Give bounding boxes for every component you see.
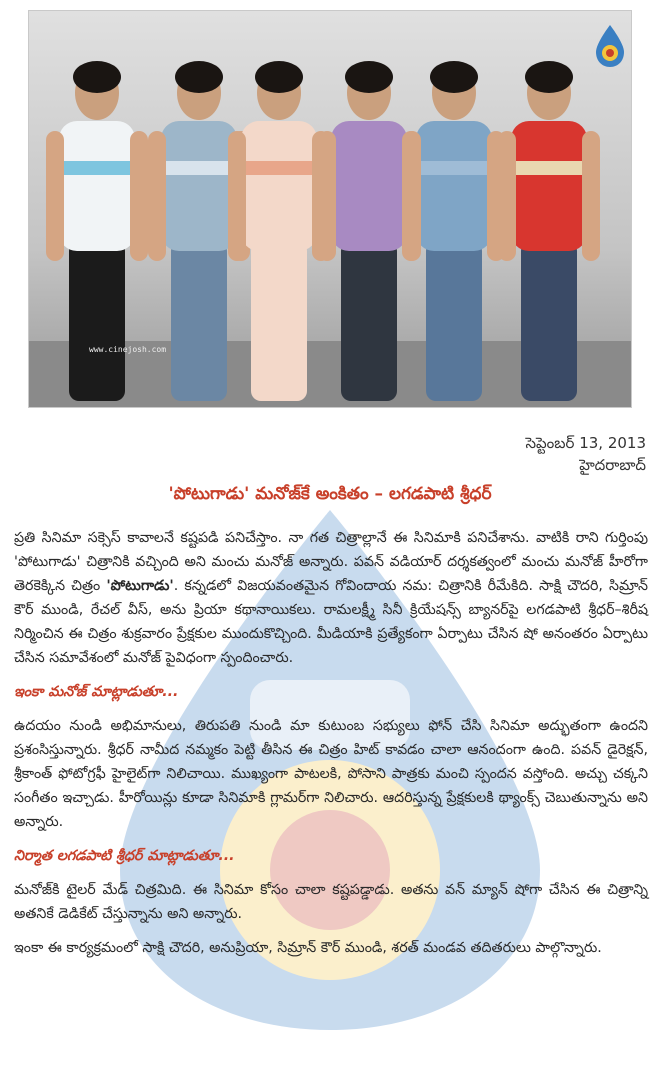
subheading-producer: నిర్మాత లగడపాటి శ్రీధర్ మాట్లాడుతూ... (14, 848, 235, 864)
paragraph-2: ఉదయం నుండి అభిమానులు, తిరుపతి నుండి మా కుటుంబ సభ్యులు ఫోన్ చేసి సినిమా అద్భుతంగా ఉందని ప్రశంసిస్తున్నారు. శ్రీధర్ నామీద నమ్మకం పెట్టి తీసిన ఈ చిత్రం హిట్ కావడం చాలా ఆనందంగా ఉంది. పవన్ డైరెక్షన్, శ్రీకాంత్ ఫోటోగ్రఫీ హైలైట్‌గా నిలిచాయి. ముఖ్యంగా పాటలకి, పోసాని పాత్రకు మంచి స్పందన వస్తోంది. అచ్చు చక్కని సంగీతం ఇచ్చాడు. హీరోయిన్లు కూడా సినిమాకి గ్లామర్‌గా నిలిచారు. ఆదరిస్తున్న ప్రేక్షకులకి థ్యాంక్స్ చెబుతున్నాను అని అన్నారు. (14, 718, 648, 830)
paragraph-4: ఇంకా ఈ కార్యక్రమంలో సాక్షి చౌదరి, అనుప్రియా, సిమ్రాన్ కౌర్ ముండి, శరత్ మండవ తదితరులు పాల్గొన్నారు. (14, 940, 602, 956)
dateline (525, 432, 646, 476)
movie-title-bold: 'పోటుగాడు' (106, 578, 174, 594)
paragraph-1-text-b: . కన్నడలో విజయవంతమైన గోవిందాయ నమ: చిత్రానికి రీమేకిది. సాక్షి చౌదరి, సిమ్రాన్ కౌర్ ముండి, రేచల్ వీస్, అను ప్రియా కథానాయికలు. రామలక్ష్మీ సినీ క్రియేషన్స్ బ్యానర్‌పై లగడపాటి శ్రీధర్–శిరీష నిర్మించిన ఈ చిత్రం శుక్రవారం ప్రేక్షకుల ముందుకొచ్చింది. మీడియాకి ప్రత్యేకంగా ఏర్పాటు చేసిన షో అనంతరం ఏర్పాటు చేసిన సమావేశంలో మనోజ్ పైవిధంగా స్పందించారు. (14, 578, 648, 666)
event-photo (28, 10, 632, 408)
article-date: సెప్టెంబర్ 13, 2013 (525, 434, 646, 452)
paragraph-1-text-a: ప్రతి సినిమా సక్సెస్ కావాలనే కష్టపడి పనిచేస్తాం. నా గత చిత్రాల్లానే ఈ సినిమాకి పనిచేశాను. వాటికి రాని గుర్తింపు 'పోటుగాడు' చిత్రానికి వచ్చింది అని మంచు మనోజ్ అన్నారు. పవన్ వడియార్ దర్శకత్వంలో మంచు మనోజ్ హీరోగా తెరకెక్కిన చిత్రం (14, 530, 648, 594)
paragraph-3: మనోజ్‌కి టైలర్ మేడ్ చిత్రమిది. ఈ సినిమా కోసం చాలా కష్టపడ్డాడు. అతను వన్ మ్యాన్ షోగా చేసిన ఈ చిత్రాన్ని అతనికే డెడికేట్ చేస్తున్నాను అని అన్నారు. (14, 882, 648, 922)
paragraph-1 (14, 526, 648, 670)
subheading-manoj: ఇంకా మనోజ్ మాట్లాడుతూ... (14, 684, 179, 700)
article-body (14, 526, 648, 970)
article-place: హైదరాబాద్ (579, 456, 646, 474)
article-headline: 'పోటుగాడు' మనోజ్‌కే అంకితం – లగడపాటి శ్రీధర్ (168, 484, 492, 504)
photo-site-url: www.cinejosh.com (89, 345, 167, 354)
